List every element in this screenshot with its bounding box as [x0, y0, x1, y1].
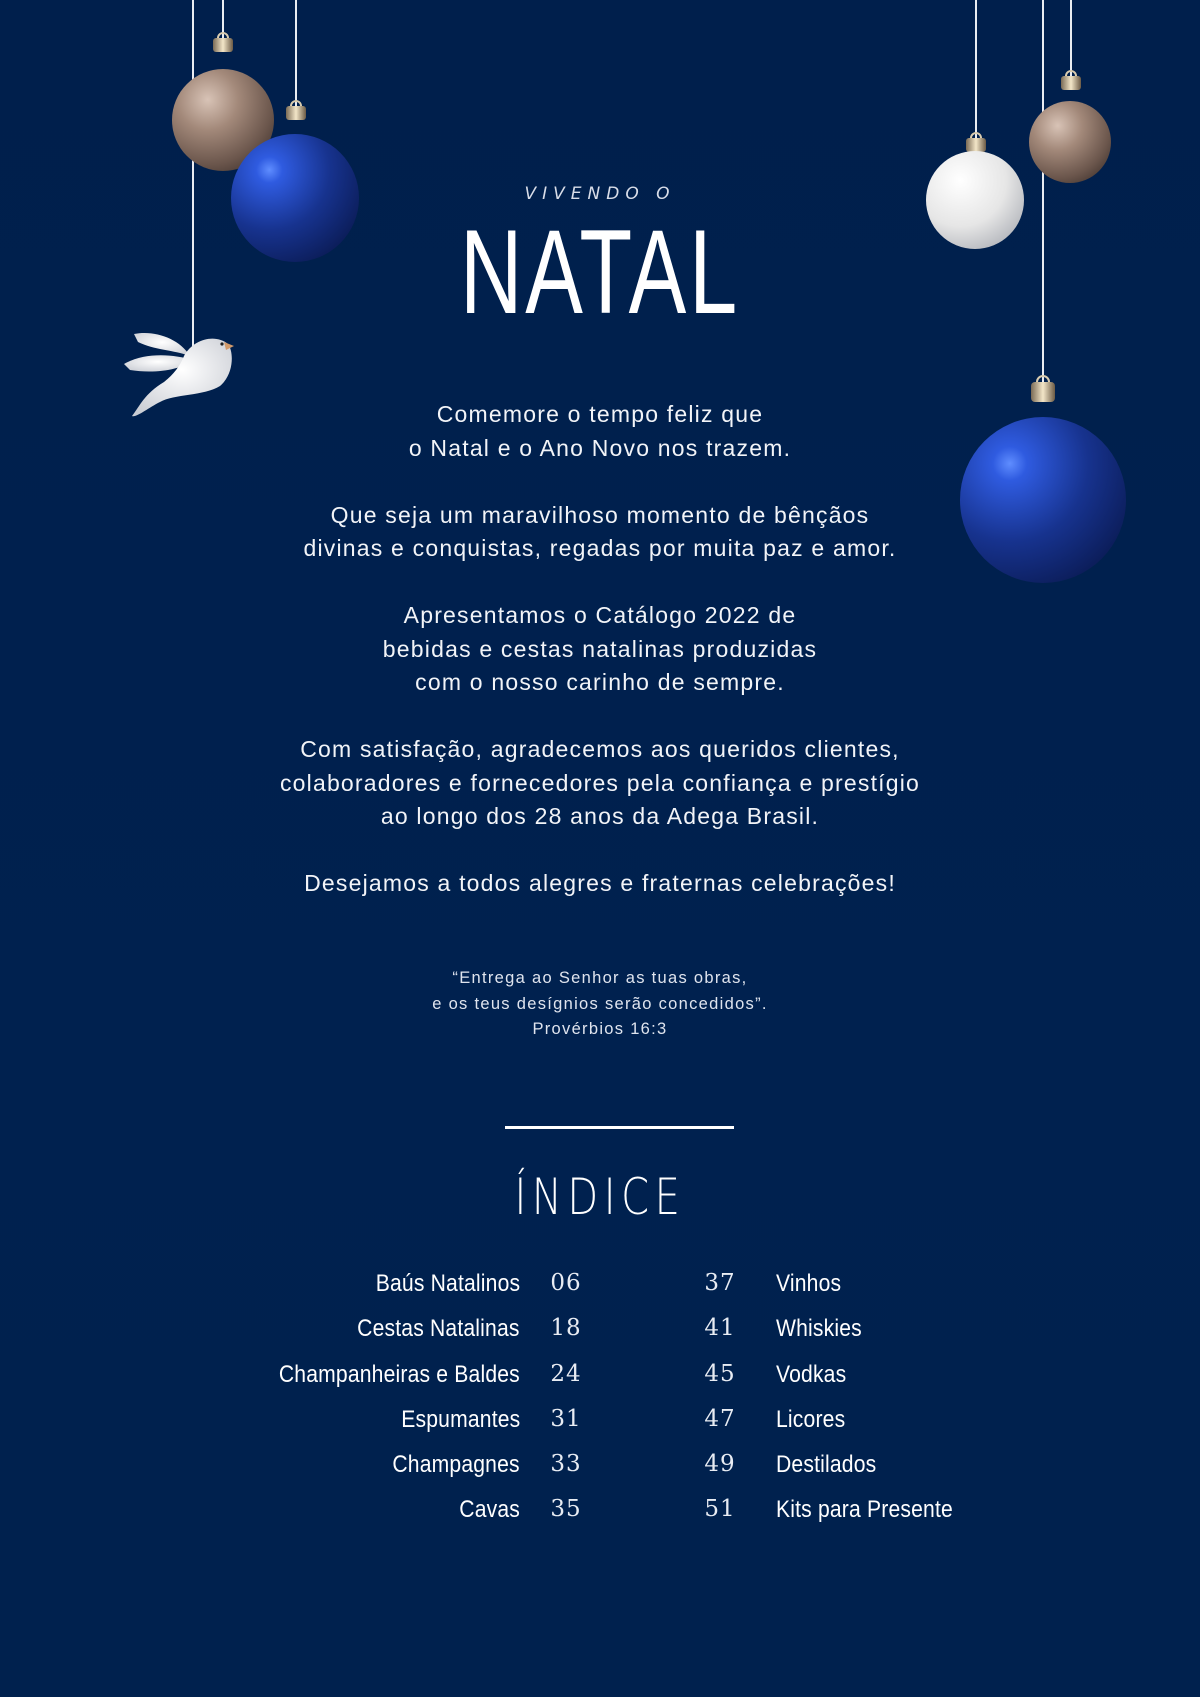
- index-entry-name: Cestas Natalinas: [357, 1315, 520, 1343]
- index-entry-page: 37: [704, 1270, 736, 1296]
- index-entry-page: 41: [704, 1315, 736, 1342]
- blue-ornament-icon: [960, 376, 1126, 583]
- index-entry-name: Champanheiras e Baldes: [278, 1360, 520, 1388]
- index-entry-page: 18: [550, 1315, 582, 1342]
- index-entry-name: Kits para Presente: [776, 1496, 953, 1524]
- index-entry-name: Vinhos: [776, 1270, 842, 1297]
- page-title: NATAL: [459, 205, 741, 339]
- bible-quote: [300, 966, 900, 1043]
- quote-reference: Provérbios 16:3: [532, 1020, 668, 1038]
- intro-paragraph: Desejamos a todos alegres e fraternas celebrações!: [304, 870, 896, 896]
- index-entry[interactable]: [200, 1270, 600, 1315]
- index-entry-page: 47: [704, 1405, 736, 1432]
- index-entry-page: 49: [704, 1451, 736, 1478]
- index-entry-name: Baús Natalinos: [375, 1270, 520, 1297]
- intro-paragraph: Apresentamos o Catálogo 2022 de bebidas e cestas natalinas produzidas com o nosso carinho de sempre.: [382, 602, 818, 695]
- index-entry-page: 06: [550, 1270, 582, 1296]
- index-entry-name: Cavas: [459, 1496, 520, 1524]
- index-entry-name: Destilados: [776, 1451, 877, 1479]
- index-right-column: [680, 1270, 1000, 1542]
- index-entry-page: 35: [550, 1496, 582, 1523]
- index-entry-page: 24: [550, 1360, 582, 1387]
- index-entry-page: 45: [704, 1360, 736, 1387]
- index-entry[interactable]: [200, 1315, 600, 1360]
- index-entry[interactable]: [200, 1451, 600, 1496]
- index-entry-name: Espumantes: [400, 1405, 520, 1433]
- intro-paragraph: Com satisfação, agradecemos aos queridos clientes, colaboradores e fornecedores pela confiança e prestígio ao longo dos 28 anos da Adega Brasil.: [279, 736, 921, 829]
- index-entry-name: Whiskies: [776, 1315, 862, 1343]
- index-entry[interactable]: [680, 1406, 1000, 1451]
- dove-icon: [124, 333, 234, 416]
- index-entry-name: Champagnes: [392, 1451, 520, 1479]
- index-entry[interactable]: [680, 1270, 1000, 1315]
- section-divider: [505, 1126, 734, 1129]
- index-entry[interactable]: [200, 1496, 600, 1541]
- index-entry[interactable]: [680, 1361, 1000, 1406]
- index-entry-name: Vodkas: [776, 1360, 847, 1388]
- index-entry[interactable]: [200, 1406, 600, 1451]
- index-entry[interactable]: [200, 1361, 600, 1406]
- bronze-ornament-icon: [1029, 71, 1111, 183]
- index-entry-page: 31: [550, 1405, 582, 1432]
- index-entry[interactable]: [680, 1451, 1000, 1496]
- index-entry-page: 51: [704, 1496, 736, 1523]
- intro-paragraph: Que seja um maravilhoso momento de bênçãos divinas e conquistas, regadas por muita paz e amor.: [303, 501, 897, 561]
- index-entry-name: Licores: [776, 1405, 846, 1433]
- quote-line: “Entrega ao Senhor as tuas obras,: [452, 969, 748, 987]
- intro-text: [250, 398, 950, 901]
- index-title: ÍNDICE: [514, 1168, 686, 1226]
- title-eyebrow: VIVENDO O: [524, 184, 676, 204]
- index-left-column: [200, 1270, 600, 1542]
- index-entry-page: 33: [550, 1451, 582, 1478]
- intro-paragraph: Comemore o tempo feliz que o Natal e o Ano Novo nos trazem.: [408, 401, 792, 461]
- index-entry[interactable]: [680, 1496, 1000, 1541]
- index-entry[interactable]: [680, 1315, 1000, 1360]
- quote-line: e os teus desígnios serão concedidos”.: [432, 994, 768, 1013]
